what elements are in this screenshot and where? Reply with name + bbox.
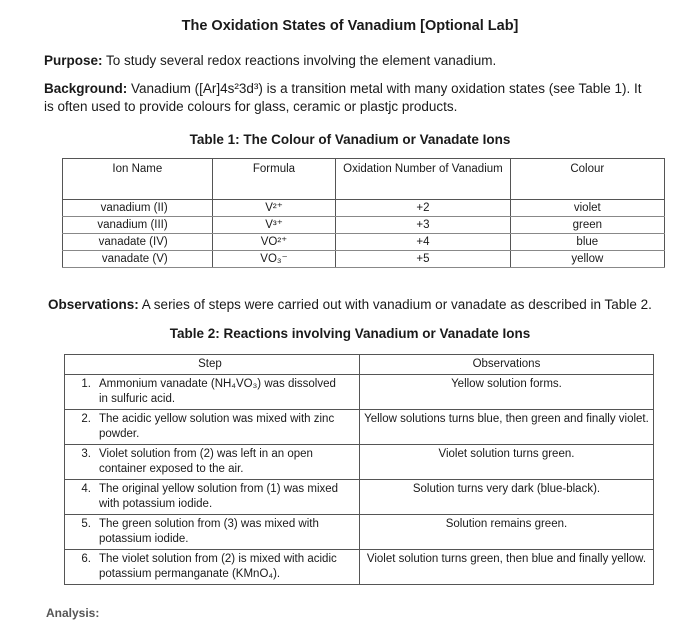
table2-header-row	[65, 355, 654, 375]
formula-cell: VO²⁺	[212, 234, 336, 251]
header-ion-name: Ion Name	[63, 159, 213, 200]
ion-name-cell: vanadate (V)	[63, 251, 213, 268]
observation-cell: Solution remains green.	[359, 515, 653, 550]
table-row	[65, 445, 654, 480]
purpose-text: To study several redox reactions involving the element vanadium.	[106, 53, 497, 68]
step-cell	[65, 480, 360, 515]
page-title: The Oxidation States of Vanadium [Optional Lab]	[181, 18, 519, 34]
step-cell	[65, 445, 360, 480]
colour-cell: violet	[510, 200, 664, 217]
table-row	[63, 200, 665, 217]
step-number: 2.	[81, 413, 91, 425]
header-oxidation-number: Oxidation Number of Vanadium	[336, 159, 510, 200]
header-colour: Colour	[510, 159, 664, 200]
background-line-2: is often used to provide colours for glass, ceramic or plastjc products.	[44, 99, 458, 114]
observation-cell: Yellow solutions turns blue, then green and finally violet.	[359, 410, 653, 445]
ion-name-cell: vanadate (IV)	[63, 234, 213, 251]
table-row	[65, 410, 654, 445]
background-paragraph	[44, 80, 642, 116]
step-text: The acidic yellow solution was mixed with zinc powder.	[99, 413, 335, 440]
step-cell	[65, 550, 360, 585]
header-formula: Formula	[212, 159, 336, 200]
table-row	[63, 251, 665, 268]
table-row	[65, 375, 654, 410]
table2-caption: Table 2: Reactions involving Vanadium or Vanadate Ions	[169, 326, 531, 341]
reactions-table	[64, 354, 654, 585]
header-observations: Observations	[359, 355, 653, 375]
analysis-label: Analysis:	[46, 606, 100, 620]
step-text: Ammonium vanadate (NH₄VO₃) was dissolved in sulfuric acid.	[99, 378, 336, 405]
step-number: 4.	[81, 483, 91, 495]
table-row	[65, 480, 654, 515]
purpose-line	[44, 52, 496, 70]
observation-cell: Violet solution turns green.	[359, 445, 653, 480]
background-label: Background:	[44, 81, 128, 96]
colour-cell: blue	[510, 234, 664, 251]
observations-label: Observations:	[48, 297, 139, 312]
header-step: Step	[65, 355, 360, 375]
colour-cell: yellow	[510, 251, 664, 268]
observation-cell: Yellow solution forms.	[359, 375, 653, 410]
oxidation-cell: +3	[336, 217, 510, 234]
step-number: 3.	[81, 448, 91, 460]
step-number: 1.	[81, 378, 91, 390]
step-number: 6.	[81, 553, 91, 565]
table-row	[63, 217, 665, 234]
oxidation-cell: +4	[336, 234, 510, 251]
colour-cell: green	[510, 217, 664, 234]
step-text: Violet solution from (2) was left in an open container exposed to the air.	[99, 448, 313, 475]
ion-name-cell: vanadium (III)	[63, 217, 213, 234]
observations-text: A series of steps were carried out with vanadium or vanadate as described in Table 2.	[141, 297, 652, 312]
formula-cell: V³⁺	[212, 217, 336, 234]
table-row	[63, 234, 665, 251]
step-text: The green solution from (3) was mixed with potassium iodide.	[99, 518, 319, 545]
table-row	[65, 515, 654, 550]
ion-name-cell: vanadium (II)	[63, 200, 213, 217]
observations-line	[48, 296, 652, 314]
step-text: The violet solution from (2) is mixed with acidic potassium permanganate (KMnO₄).	[99, 553, 337, 580]
formula-cell: V²⁺	[212, 200, 336, 217]
step-cell	[65, 375, 360, 410]
step-cell	[65, 515, 360, 550]
table1-caption: Table 1: The Colour of Vanadium or Vanadate Ions	[189, 132, 511, 147]
oxidation-cell: +5	[336, 251, 510, 268]
formula-cell: VO₃⁻	[212, 251, 336, 268]
table-row	[65, 550, 654, 585]
step-cell	[65, 410, 360, 445]
step-text: The original yellow solution from (1) was mixed with potassium iodide.	[99, 483, 339, 510]
background-text-1: Vanadium ([Ar]4s²3d³) is a transition metal with many oxidation states (see Table 1). It	[131, 81, 642, 96]
oxidation-cell: +2	[336, 200, 510, 217]
background-line-1	[44, 80, 642, 98]
purpose-label: Purpose:	[44, 53, 103, 68]
vanadium-ion-table	[62, 158, 665, 268]
step-number: 5.	[81, 518, 91, 530]
table1-header-row	[63, 159, 665, 200]
observation-cell: Solution turns very dark (blue-black).	[359, 480, 653, 515]
observation-cell: Violet solution turns green, then blue and finally yellow.	[359, 550, 653, 585]
